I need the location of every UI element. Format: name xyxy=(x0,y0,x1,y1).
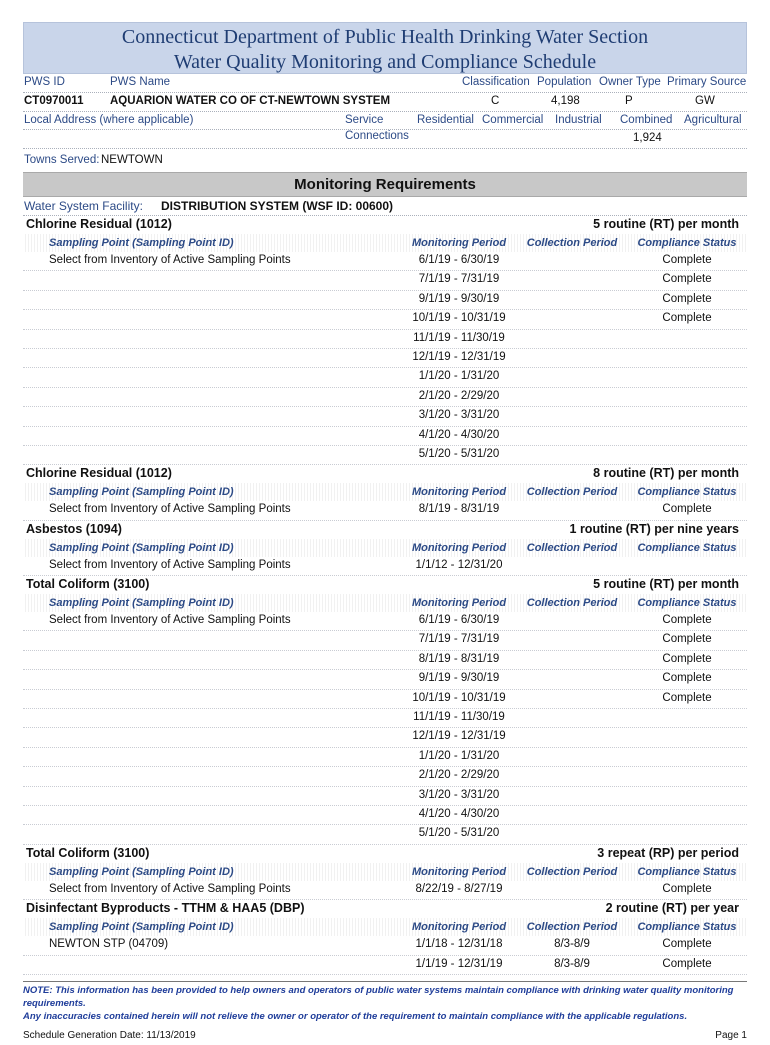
monitoring-period-cell: 10/1/19 - 10/31/19 xyxy=(412,312,506,325)
column-headers xyxy=(23,918,747,936)
table-row xyxy=(23,728,747,747)
monitoring-period-cell: 11/1/19 - 11/30/19 xyxy=(413,331,505,344)
classification-label: Classification xyxy=(462,76,530,88)
owner-type-label: Owner Type xyxy=(599,76,661,88)
table-row xyxy=(23,557,747,576)
towns-served-label: Towns Served: xyxy=(24,154,100,166)
pws-name-value: AQUARION WATER CO OF CT-NEWTOWN SYSTEM xyxy=(110,95,391,107)
col-monitoring-period: Monitoring Period xyxy=(411,865,507,878)
compliance-status-cell: Complete xyxy=(662,957,712,970)
table-row xyxy=(23,787,747,806)
monitoring-period-cell: 5/1/20 - 5/31/20 xyxy=(418,447,500,460)
monitoring-period-cell: 5/1/20 - 5/31/20 xyxy=(418,827,500,840)
monitoring-period-cell: 1/1/19 - 12/31/19 xyxy=(415,957,503,970)
monitoring-period-cell: 3/1/20 - 3/31/20 xyxy=(418,788,500,801)
pws-id-label: PWS ID xyxy=(24,76,65,88)
col-monitoring-period: Monitoring Period xyxy=(411,486,507,499)
address-labels-row xyxy=(23,112,747,130)
analyte-group-header xyxy=(23,845,747,863)
combined-connections-value: 1,924 xyxy=(633,132,662,144)
analyte-name: Total Coliform (3100) xyxy=(26,577,150,592)
compliance-status-cell: Complete xyxy=(662,633,712,646)
compliance-status-cell: Complete xyxy=(662,691,712,704)
population-label: Population xyxy=(537,76,592,88)
disclaimer-note xyxy=(23,981,747,1023)
residential-label: Residential xyxy=(417,114,474,126)
analyte-name: Total Coliform (3100) xyxy=(26,845,150,860)
table-row xyxy=(23,271,747,290)
monitoring-requirements-heading: Monitoring Requirements xyxy=(23,172,747,197)
analyte-group-header xyxy=(23,465,747,483)
column-headers xyxy=(23,234,747,252)
column-headers xyxy=(23,594,747,612)
table-row xyxy=(23,670,747,689)
population-value: 4,198 xyxy=(551,95,580,107)
document-title: Connecticut Department of Public Health Drinking Water Section xyxy=(121,26,649,48)
page-number: Page 1 xyxy=(715,1029,747,1041)
monitoring-period-cell: 3/1/20 - 3/31/20 xyxy=(418,409,500,422)
table-row xyxy=(23,407,747,426)
monitoring-period-cell: 8/1/19 - 8/31/19 xyxy=(418,652,500,665)
document-title-block xyxy=(23,22,747,74)
owner-type-value: P xyxy=(625,95,633,107)
table-row xyxy=(23,881,747,900)
table-row xyxy=(23,825,747,844)
address-values-row xyxy=(23,130,747,149)
monitoring-period-cell: 1/1/20 - 1/31/20 xyxy=(418,370,500,383)
disclaimer-line-1: NOTE: This information has been provided to help owners and operators of public water systems maintain compliance with drinking water quality monitoring requirements. xyxy=(23,984,734,1009)
col-collection-period: Collection Period xyxy=(526,597,618,610)
monitoring-period-cell: 9/1/19 - 9/30/19 xyxy=(418,292,500,305)
monitoring-period-cell: 8/1/19 - 8/31/19 xyxy=(418,503,500,516)
analyte-group-header xyxy=(23,576,747,594)
analyte-name: Asbestos (1094) xyxy=(26,521,122,536)
sampling-frequency: 5 routine (RT) per month xyxy=(593,577,739,592)
compliance-status-cell: Complete xyxy=(662,292,712,305)
table-row xyxy=(23,388,747,407)
col-compliance-status: Compliance Status xyxy=(637,486,737,499)
facility-value: DISTRIBUTION SYSTEM (WSF ID: 00600) xyxy=(161,199,394,213)
analyte-name: Chlorine Residual (1012) xyxy=(26,217,172,231)
table-row xyxy=(23,936,747,955)
table-row xyxy=(23,612,747,631)
disclaimer-line-2: Any inaccuracies contained herein will not relieve the owner or operator of the requirement to maintain compliance with the applicable regulations. xyxy=(23,1010,688,1022)
monitoring-period-cell: 6/1/19 - 6/30/19 xyxy=(418,614,500,627)
towns-row xyxy=(23,152,747,172)
table-row xyxy=(23,806,747,825)
col-collection-period: Collection Period xyxy=(526,237,618,249)
monitoring-period-cell: 2/1/20 - 2/29/20 xyxy=(418,389,500,402)
analyte-name: Disinfectant Byproducts - TTHM & HAA5 (DBP) xyxy=(26,901,305,916)
table-row xyxy=(23,956,747,975)
sampling-frequency: 2 routine (RT) per year xyxy=(605,901,739,916)
table-row xyxy=(23,446,747,465)
monitoring-period-cell: 8/22/19 - 8/27/19 xyxy=(415,882,503,895)
col-sampling-point: Sampling Point (Sampling Point ID) xyxy=(49,921,234,934)
pws-name-label: PWS Name xyxy=(110,76,171,88)
col-compliance-status: Compliance Status xyxy=(637,865,737,878)
compliance-status-cell: Complete xyxy=(662,882,712,895)
analyte-name: Chlorine Residual (1012) xyxy=(26,466,172,481)
col-sampling-point: Sampling Point (Sampling Point ID) xyxy=(49,597,234,610)
col-collection-period: Collection Period xyxy=(526,921,618,934)
primary-source-label: Primary Source xyxy=(667,76,747,88)
schedule-document xyxy=(23,22,747,1045)
system-values-row xyxy=(23,93,747,112)
monitoring-period-cell: 1/1/18 - 12/31/18 xyxy=(415,938,503,951)
combined-label: Combined xyxy=(620,114,673,126)
compliance-status-cell: Complete xyxy=(662,254,712,266)
compliance-status-cell: Complete xyxy=(662,652,712,665)
monitoring-period-cell: 9/1/19 - 9/30/19 xyxy=(418,672,500,685)
compliance-status-cell: Complete xyxy=(662,273,712,286)
towns-served-value: NEWTOWN xyxy=(101,154,163,166)
sampling-point-cell: Select from Inventory of Active Sampling Points xyxy=(49,503,291,516)
table-row xyxy=(23,501,747,520)
table-row xyxy=(23,252,747,271)
monitoring-period-cell: 7/1/19 - 7/31/19 xyxy=(418,633,500,646)
document-subtitle: Water Quality Monitoring and Compliance Schedule xyxy=(173,51,597,73)
monitoring-groups xyxy=(23,216,747,975)
analyte-group-header xyxy=(23,521,747,539)
agricultural-label: Agricultural xyxy=(684,114,742,126)
commercial-label: Commercial xyxy=(482,114,544,126)
compliance-status-cell: Complete xyxy=(662,614,712,627)
column-headers xyxy=(23,863,747,881)
sampling-frequency: 8 routine (RT) per month xyxy=(593,466,739,481)
table-row xyxy=(23,651,747,670)
local-address-label: Local Address (where applicable) xyxy=(24,114,194,126)
col-monitoring-period: Monitoring Period xyxy=(411,921,507,934)
monitoring-period-cell: 12/1/19 - 12/31/19 xyxy=(412,730,506,743)
column-headers xyxy=(23,539,747,557)
col-sampling-point: Sampling Point (Sampling Point ID) xyxy=(49,541,234,554)
col-sampling-point: Sampling Point (Sampling Point ID) xyxy=(49,865,234,878)
table-row xyxy=(23,767,747,786)
col-compliance-status: Compliance Status xyxy=(637,597,737,610)
monitoring-period-cell: 1/1/20 - 1/31/20 xyxy=(418,749,500,762)
col-compliance-status: Compliance Status xyxy=(637,541,737,554)
table-row xyxy=(23,310,747,329)
sampling-point-cell: Select from Inventory of Active Sampling Points xyxy=(49,254,291,266)
sampling-point-cell: NEWTON STP (04709) xyxy=(49,938,169,951)
compliance-status-cell: Complete xyxy=(662,938,712,951)
sampling-point-cell: Select from Inventory of Active Sampling Points xyxy=(49,614,291,627)
service-connections-label-1: Service xyxy=(345,114,384,126)
compliance-status-cell: Complete xyxy=(662,312,712,325)
col-collection-period: Collection Period xyxy=(526,486,618,499)
page-footer xyxy=(23,1027,747,1045)
table-row xyxy=(23,709,747,728)
col-sampling-point: Sampling Point (Sampling Point ID) xyxy=(49,486,234,499)
primary-source-value: GW xyxy=(695,95,715,107)
analyte-group-header xyxy=(23,900,747,918)
monitoring-period-cell: 10/1/19 - 10/31/19 xyxy=(412,691,506,704)
monitoring-period-cell: 2/1/20 - 2/29/20 xyxy=(418,769,500,782)
compliance-status-cell: Complete xyxy=(662,672,712,685)
table-row xyxy=(23,690,747,709)
monitoring-period-cell: 1/1/12 - 12/31/20 xyxy=(415,558,503,571)
service-connections-label-2: Connections xyxy=(345,130,409,142)
column-headers xyxy=(23,483,747,501)
table-row xyxy=(23,291,747,310)
col-sampling-point: Sampling Point (Sampling Point ID) xyxy=(49,237,234,249)
col-collection-period: Collection Period xyxy=(526,865,618,878)
table-row xyxy=(23,427,747,446)
col-monitoring-period: Monitoring Period xyxy=(411,597,507,610)
monitoring-period-cell: 12/1/19 - 12/31/19 xyxy=(412,350,506,363)
classification-value: C xyxy=(491,95,500,107)
collection-period-cell: 8/3-8/9 xyxy=(554,938,590,951)
sampling-point-cell: Select from Inventory of Active Sampling Points xyxy=(49,882,291,895)
monitoring-period-cell: 4/1/20 - 4/30/20 xyxy=(418,807,500,820)
table-row xyxy=(23,349,747,368)
pws-id-value: CT0970011 xyxy=(24,95,84,107)
analyte-group-header xyxy=(23,216,747,234)
col-compliance-status: Compliance Status xyxy=(637,237,737,249)
table-row xyxy=(23,368,747,387)
sampling-frequency: 1 routine (RT) per nine years xyxy=(569,521,739,536)
col-monitoring-period: Monitoring Period xyxy=(411,237,507,249)
sampling-frequency: 5 routine (RT) per month xyxy=(593,217,739,231)
industrial-label: Industrial xyxy=(555,114,602,126)
sampling-frequency: 3 repeat (RP) per period xyxy=(597,845,739,860)
monitoring-period-cell: 6/1/19 - 6/30/19 xyxy=(418,254,500,266)
compliance-status-cell: Complete xyxy=(662,503,712,516)
schedule-generation-date: Schedule Generation Date: 11/13/2019 xyxy=(23,1029,196,1041)
facility-row xyxy=(23,197,747,216)
table-row xyxy=(23,330,747,349)
monitoring-period-cell: 11/1/19 - 11/30/19 xyxy=(413,711,505,724)
col-collection-period: Collection Period xyxy=(526,541,618,554)
table-row xyxy=(23,631,747,650)
facility-label: Water System Facility: xyxy=(24,199,143,213)
monitoring-period-cell: 7/1/19 - 7/31/19 xyxy=(418,273,500,286)
monitoring-period-cell: 4/1/20 - 4/30/20 xyxy=(418,428,500,441)
sampling-point-cell: Select from Inventory of Active Sampling Points xyxy=(49,558,291,571)
system-labels-row xyxy=(23,74,747,93)
col-monitoring-period: Monitoring Period xyxy=(411,541,507,554)
col-compliance-status: Compliance Status xyxy=(637,921,737,934)
table-row xyxy=(23,748,747,767)
collection-period-cell: 8/3-8/9 xyxy=(554,957,590,970)
